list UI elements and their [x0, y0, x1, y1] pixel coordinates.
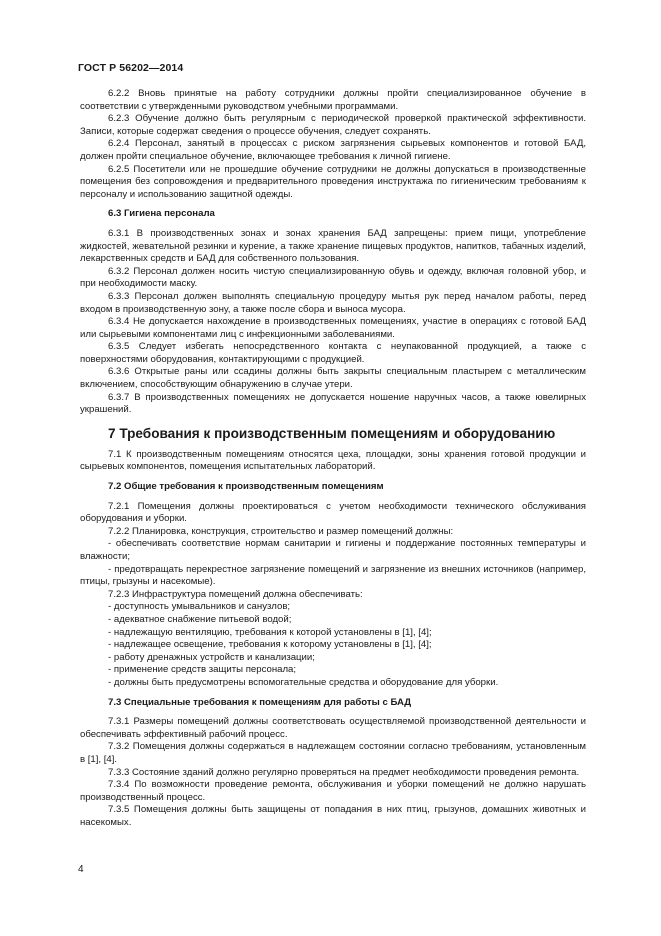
paragraph-7-2-2: 7.2.2 Планировка, конструкция, строительство и размер помещений должны: [108, 525, 454, 537]
paragraph-7-2-1: 7.2.1 Помещения должны проектироваться с учетом необходимости технического обслуживания оборудования и уборки. [80, 500, 586, 525]
list-item: - предотвращать перекрестное загрязнение помещений и загрязнение из внешних источников (например, птицы, грызуны и насекомые). [80, 563, 586, 588]
list-item: - доступность умывальников и санузлов; [108, 601, 291, 613]
list-item: - применение средств защиты персонала; [108, 664, 297, 676]
paragraph-6-2-5: 6.2.5 Посетители или не прошедшие обучение сотрудники не должны допускаться в производственные помещения без сопровождения и предварительного проведения инструктажа по гигиеническим требованиям к персоналу и использованию защитной одежды. [80, 163, 586, 200]
list-item: - надлежащую вентиляцию, требования к которой установлены в [1], [4]; [108, 626, 432, 638]
document-header: ГОСТ Р 56202—2014 [78, 62, 184, 74]
paragraph-7-3-4: 7.3.4 По возможности проведение ремонта, обслуживания и уборки помещений не должно нарушать производственный процесс. [80, 779, 586, 803]
paragraph-6-3-6: 6.3.6 Открытые раны или ссадины должны быть закрыты специальным пластырем с металлическим включением, способствующим обнаружению в случае утери. [80, 366, 586, 391]
paragraph-7-2-3: 7.2.3 Инфраструктура помещений должна обеспечивать: [108, 588, 363, 600]
section-heading-6-3: 6.3 Гигиена персонала [108, 208, 215, 220]
paragraph-7-3-1: 7.3.1 Размеры помещений должны соответствовать осуществляемой производственной деятельности и обеспечивать эффективный рабочий процесс. [80, 716, 586, 740]
section-heading-7-3: 7.3 Специальные требования к помещениям для работы с БАД [108, 696, 412, 708]
section-heading-7: 7 Требования к производственным помещениям и оборудованию [108, 425, 556, 441]
list-item: - адекватное снабжение питьевой водой; [108, 613, 292, 625]
page-number: 4 [78, 864, 84, 875]
section-heading-7-2: 7.2 Общие требования к производственным помещениям [108, 481, 384, 493]
paragraph-6-2-3: 6.2.3 Обучение должно быть регулярным с периодической проверкой практической эффективности. Записи, которые содержат сведения о процессе обучения, следует сохранять. [80, 113, 586, 137]
paragraph-7-3-2: 7.3.2 Помещения должны содержаться в надлежащем состоянии согласно требованиям, установленным в [1], [4]. [80, 741, 586, 765]
list-item: - обеспечивать соответствие нормам санитарии и гигиены и поддержание постоянных температуры и влажности; [80, 538, 586, 562]
paragraph-6-3-1: 6.3.1 В производственных зонах и зонах хранения БАД запрещены: прием пищи, употребление жидкостей, жевательной резинки и курение, а также хранение пищевых продуктов, напитков, табачных изделий, лекарственных средств и БАД для собственного пользования. [80, 227, 586, 265]
paragraph-6-2-4: 6.2.4 Персонал, занятый в процессах с риском загрязнения сырьевых компонентов и готовой БАД, должен пройти специальное обучение, включающее требования к личной гигиене. [80, 138, 586, 162]
paragraph-6-3-4: 6.3.4 Не допускается нахождение в производственных помещениях, участие в операциях с готовой БАД или сырьевыми компонентами лиц с инфекционными заболеваниями. [80, 316, 586, 340]
list-item: - работу дренажных устройств и канализации; [108, 651, 315, 663]
paragraph-6-3-2: 6.3.2 Персонал должен носить чистую специализированную обувь и одежду, включая головной убор, и при необходимости маску. [80, 265, 586, 290]
paragraph-7-3-3: 7.3.3 Состояние зданий должно регулярно проверяться на предмет необходимости проведения ремонта. [108, 766, 580, 778]
paragraph-7-1: 7.1 К производственным помещениям относятся цеха, площадки, зоны хранения готовой продукции и сырьевых компонентов, помещения испытательных лабораторий. [80, 448, 586, 473]
paragraph-7-3-5: 7.3.5 Помещения должны быть защищены от попадания в них птиц, грызунов, домашних животных и насекомых. [80, 804, 586, 828]
list-item: - должны быть предусмотрены вспомогательные средства и оборудование для уборки. [108, 676, 499, 688]
document-body [80, 88, 586, 829]
paragraph-6-3-5: 6.3.5 Следует избегать непосредственного контакта с неупакованной продукцией, а также с поверхностями оборудования, контактирующими с продукцией. [80, 341, 586, 365]
paragraph-6-3-3: 6.3.3 Персонал должен выполнять специальную процедуру мытья рук перед началом работы, перед входом в производственную зону, а также после сбора и выноса мусора. [80, 290, 586, 315]
list-item: - надлежащее освещение, требования к которому установлены в [1], [4]; [108, 639, 432, 651]
paragraph-6-2-2: 6.2.2 Вновь принятые на работу сотрудники должны пройти специализированное обучение в соответствии с утвержденными руководством учебными программами. [80, 88, 586, 112]
paragraph-6-3-7: 6.3.7 В производственных помещениях не допускается ношение наручных часов, а также ювелирных украшений. [80, 391, 586, 416]
